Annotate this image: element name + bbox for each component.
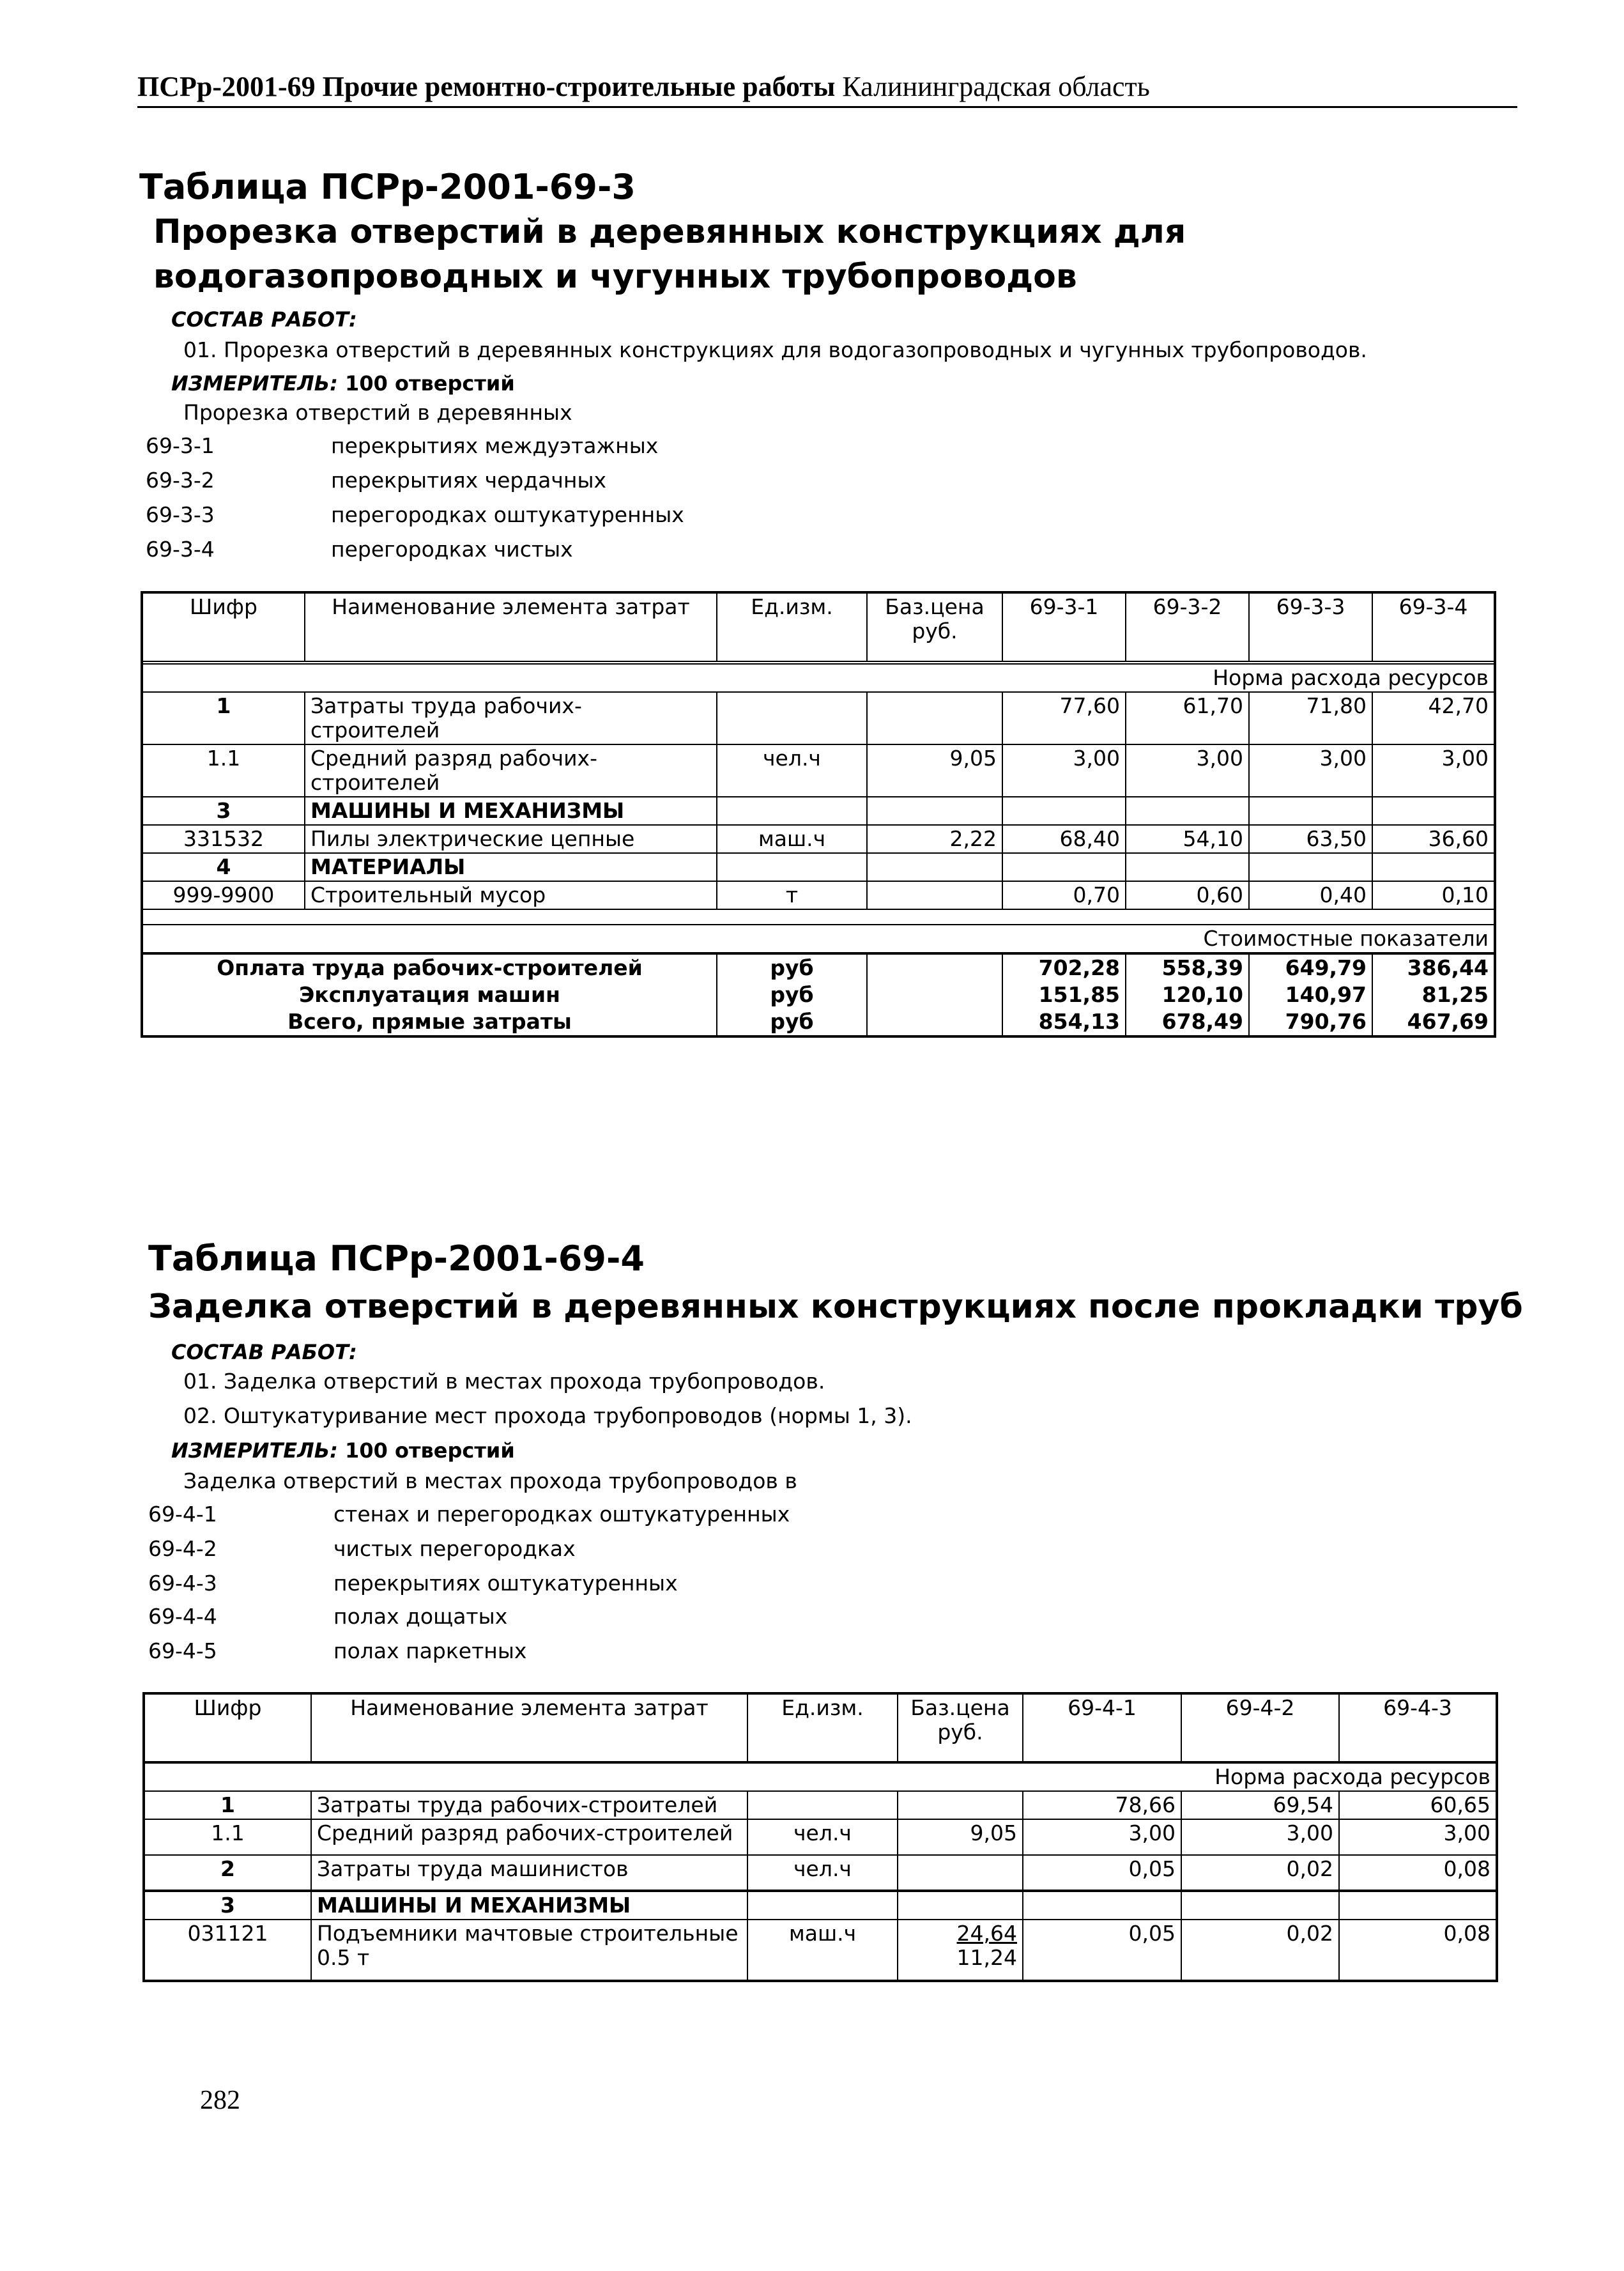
code-label: 69-3-4 xyxy=(146,537,215,562)
row-unit xyxy=(747,1791,898,1819)
col-header-69-4-2: 69-4-2 xyxy=(1181,1693,1339,1762)
row-code: 1.1 xyxy=(142,744,305,797)
table4-intro: Заделка отверстий в местах прохода трубопроводов в xyxy=(183,1468,797,1493)
row-code: 3 xyxy=(144,1891,311,1920)
table-row xyxy=(142,825,1495,853)
row-price xyxy=(898,1855,1023,1891)
code-description: перегородках оштукатуренных xyxy=(331,502,684,527)
row-code: 4 xyxy=(142,853,305,881)
row-name-line1: Подъемники мачтовые строительные xyxy=(317,1921,739,1946)
total-label: Эксплуатация машин xyxy=(142,982,717,1008)
code-label: 69-4-1 xyxy=(148,1502,217,1527)
table3-measure xyxy=(171,371,515,396)
row-name: Затраты труда рабочих-строителей xyxy=(305,692,717,744)
total-price xyxy=(867,982,1002,1008)
price-line2: 11,24 xyxy=(956,1945,1017,1970)
table-row xyxy=(144,1920,1497,1981)
total-value: 81,25 xyxy=(1372,982,1495,1008)
row-code: 3 xyxy=(142,797,305,825)
row-code: 2 xyxy=(144,1855,311,1891)
row-value: 0,10 xyxy=(1372,881,1495,909)
row-unit xyxy=(717,692,867,744)
total-unit: руб xyxy=(717,982,867,1008)
code-label: 69-4-3 xyxy=(148,1571,217,1596)
row-value: 3,00 xyxy=(1023,1819,1181,1855)
code-description: перекрытиях междуэтажных xyxy=(331,433,659,458)
table4-header-row xyxy=(144,1693,1497,1762)
row-price xyxy=(898,1791,1023,1819)
row-price: 9,05 xyxy=(867,744,1002,797)
table4-subtitle: Заделка отверстий в деревянных конструкциях после прокладки труб xyxy=(148,1288,1523,1326)
total-value: 790,76 xyxy=(1249,1008,1372,1036)
code-description: перекрытиях чердачных xyxy=(331,468,607,493)
row-name: Затраты труда рабочих-строителей xyxy=(311,1791,747,1819)
col-header-69-3-1: 69-3-1 xyxy=(1002,592,1126,661)
total-value: 151,85 xyxy=(1002,982,1126,1008)
row-value: 3,00 xyxy=(1126,744,1249,797)
code-description: перегородках чистых xyxy=(331,537,573,562)
col-header-name: Наименование элемента затрат xyxy=(311,1693,747,1762)
table-row xyxy=(142,881,1495,909)
row-code: 1.1 xyxy=(144,1819,311,1855)
row-value: 3,00 xyxy=(1181,1819,1339,1855)
row-code: 1 xyxy=(142,692,305,744)
row-value: 3,00 xyxy=(1372,744,1495,797)
col-header-unit: Ед.изм. xyxy=(717,592,867,661)
total-value: 854,13 xyxy=(1002,1008,1126,1036)
row-value: 71,80 xyxy=(1249,692,1372,744)
norm-row xyxy=(144,1762,1497,1791)
row-value: 0,02 xyxy=(1181,1920,1339,1981)
code-label: 69-3-2 xyxy=(146,468,215,493)
total-value: 558,39 xyxy=(1126,953,1249,982)
code-description: полах дощатых xyxy=(333,1604,508,1629)
totals-row xyxy=(142,1008,1495,1036)
row-name: Пилы электрические цепные xyxy=(305,825,717,853)
table4-measure-value: 100 отверстий xyxy=(345,1438,515,1463)
row-name xyxy=(311,1920,747,1981)
col-header-cipher: Шифр xyxy=(144,1693,311,1762)
row-name-line1: Средний разряд рабочих- xyxy=(310,746,597,771)
table-row xyxy=(142,744,1495,797)
total-value: 678,49 xyxy=(1126,1008,1249,1036)
total-label: Оплата труда рабочих-строителей xyxy=(142,953,717,982)
table4-work-item-1: 01. Заделка отверстий в местах прохода трубопроводов. xyxy=(183,1369,825,1394)
price-header-line2: руб. xyxy=(937,1720,983,1744)
code-label: 69-4-4 xyxy=(148,1604,217,1629)
cost-row xyxy=(142,925,1495,953)
row-value: 0,05 xyxy=(1023,1920,1181,1981)
col-header-unit: Ед.изм. xyxy=(747,1693,898,1762)
col-header-price xyxy=(898,1693,1023,1762)
row-name: МАТЕРИАЛЫ xyxy=(305,853,717,881)
totals-row xyxy=(142,982,1495,1008)
row-unit: чел.ч xyxy=(747,1855,898,1891)
row-price: 2,22 xyxy=(867,825,1002,853)
table3-grid xyxy=(141,591,1496,1038)
total-unit: руб xyxy=(717,953,867,982)
row-value: 0,08 xyxy=(1339,1855,1497,1891)
row-code: 1 xyxy=(144,1791,311,1819)
table-row xyxy=(142,797,1495,825)
table4-measure xyxy=(171,1438,515,1463)
table4-title: Таблица ПСРр-2001-69-4 xyxy=(148,1238,645,1279)
row-value: 0,40 xyxy=(1249,881,1372,909)
col-header-cipher: Шифр xyxy=(142,592,305,661)
row-value: 61,70 xyxy=(1126,692,1249,744)
col-header-69-3-4: 69-3-4 xyxy=(1372,592,1495,661)
table4-measure-label: ИЗМЕРИТЕЛЬ: xyxy=(171,1438,338,1463)
table-row xyxy=(144,1819,1497,1855)
col-header-69-3-2: 69-3-2 xyxy=(1126,592,1249,661)
row-value: 0,60 xyxy=(1126,881,1249,909)
row-value: 3,00 xyxy=(1002,744,1126,797)
row-unit: маш.ч xyxy=(747,1920,898,1981)
code-description: полах паркетных xyxy=(333,1638,527,1663)
row-value: 69,54 xyxy=(1181,1791,1339,1819)
page-number: 282 xyxy=(200,2086,240,2115)
row-value: 78,66 xyxy=(1023,1791,1181,1819)
row-name: Затраты труда машинистов xyxy=(311,1855,747,1891)
table3-subtitle-line1: Прорезка отверстий в деревянных конструкциях для xyxy=(153,213,1186,251)
running-header xyxy=(137,69,1517,108)
row-value: 60,65 xyxy=(1339,1791,1497,1819)
header-code: ПСРр-2001-69 xyxy=(137,71,316,102)
row-price xyxy=(867,692,1002,744)
row-code: 999-9900 xyxy=(142,881,305,909)
table3-measure-value: 100 отверстий xyxy=(345,371,515,396)
row-name-line2: строителей xyxy=(310,770,440,795)
code-label: 69-3-1 xyxy=(146,433,215,458)
price-header-line1: Баз.цена xyxy=(885,594,984,619)
row-name: Средний разряд рабочих-строителей xyxy=(311,1819,747,1855)
price-header-line1: Баз.цена xyxy=(910,1695,1010,1720)
code-label: 69-3-3 xyxy=(146,502,215,527)
row-value: 77,60 xyxy=(1002,692,1126,744)
table4-work-label: СОСТАВ РАБОТ: xyxy=(171,1340,357,1364)
col-header-69-3-3: 69-3-3 xyxy=(1249,592,1372,661)
row-value: 0,08 xyxy=(1339,1920,1497,1981)
norm-label: Норма расхода ресурсов xyxy=(144,1762,1497,1791)
table3-work-item-1: 01. Прорезка отверстий в деревянных конструкциях для водогазопроводных и чугунных трубопроводов. xyxy=(183,337,1367,362)
table3-measure-label: ИЗМЕРИТЕЛЬ: xyxy=(171,371,338,396)
price-header-line2: руб. xyxy=(912,619,958,643)
cost-label: Стоимостные показатели xyxy=(142,925,1495,953)
code-description: перекрытиях оштукатуренных xyxy=(333,1571,678,1596)
row-name: Строительный мусор xyxy=(305,881,717,909)
row-price xyxy=(898,1920,1023,1981)
norm-row xyxy=(142,664,1495,692)
row-unit: чел.ч xyxy=(717,744,867,797)
total-value: 649,79 xyxy=(1249,953,1372,982)
row-value: 42,70 xyxy=(1372,692,1495,744)
row-value: 0,02 xyxy=(1181,1855,1339,1891)
table-row xyxy=(142,853,1495,881)
header-region: Калининградская область xyxy=(842,71,1150,102)
row-value: 0,70 xyxy=(1002,881,1126,909)
table-row xyxy=(144,1891,1497,1920)
col-header-price xyxy=(867,592,1002,661)
row-unit: чел.ч xyxy=(747,1819,898,1855)
row-unit: маш.ч xyxy=(717,825,867,853)
row-code: 331532 xyxy=(142,825,305,853)
total-value: 120,10 xyxy=(1126,982,1249,1008)
col-header-name: Наименование элемента затрат xyxy=(305,592,717,661)
code-description: чистых перегородках xyxy=(333,1536,576,1561)
table3-subtitle-line2: водогазопроводных и чугунных трубопроводов xyxy=(153,258,1077,296)
row-name: МАШИНЫ И МЕХАНИЗМЫ xyxy=(311,1891,747,1920)
code-label: 69-4-2 xyxy=(148,1536,217,1561)
table3-title: Таблица ПСРр-2001-69-3 xyxy=(139,167,636,207)
total-price xyxy=(867,1008,1002,1036)
total-price xyxy=(867,953,1002,982)
table4-grid xyxy=(142,1692,1498,1982)
total-value: 386,44 xyxy=(1372,953,1495,982)
col-header-69-4-3: 69-4-3 xyxy=(1339,1693,1497,1762)
norm-label: Норма расхода ресурсов xyxy=(142,664,1495,692)
row-value: 0,05 xyxy=(1023,1855,1181,1891)
totals-row xyxy=(142,953,1495,982)
row-unit: т xyxy=(717,881,867,909)
total-value: 702,28 xyxy=(1002,953,1126,982)
code-description: стенах и перегородках оштукатуренных xyxy=(333,1502,790,1527)
row-value: 36,60 xyxy=(1372,825,1495,853)
total-value: 467,69 xyxy=(1372,1008,1495,1036)
total-label: Всего, прямые затраты xyxy=(142,1008,717,1036)
row-code: 031121 xyxy=(144,1920,311,1981)
code-label: 69-4-5 xyxy=(148,1638,217,1663)
price-line1: 24,64 xyxy=(956,1921,1017,1946)
row-name-line2: 0.5 т xyxy=(317,1945,370,1970)
row-name xyxy=(305,744,717,797)
table3-header-row xyxy=(142,592,1495,661)
row-value: 68,40 xyxy=(1002,825,1126,853)
table-row xyxy=(142,692,1495,744)
header-title: Прочие ремонтно-строительные работы xyxy=(322,71,836,102)
row-value: 54,10 xyxy=(1126,825,1249,853)
table-row xyxy=(144,1855,1497,1891)
row-value: 3,00 xyxy=(1249,744,1372,797)
total-value: 140,97 xyxy=(1249,982,1372,1008)
row-name: МАШИНЫ И МЕХАНИЗМЫ xyxy=(305,797,717,825)
cost-gap xyxy=(142,909,1495,925)
row-price: 9,05 xyxy=(898,1819,1023,1855)
total-unit: руб xyxy=(717,1008,867,1036)
table3-intro: Прорезка отверстий в деревянных xyxy=(183,400,572,425)
table-row xyxy=(144,1791,1497,1819)
row-value: 3,00 xyxy=(1339,1819,1497,1855)
row-price xyxy=(867,881,1002,909)
table3-work-label: СОСТАВ РАБОТ: xyxy=(171,307,357,332)
col-header-69-4-1: 69-4-1 xyxy=(1023,1693,1181,1762)
table4-work-item-2: 02. Оштукатуривание мест прохода трубопроводов (нормы 1, 3). xyxy=(183,1403,912,1428)
row-value: 63,50 xyxy=(1249,825,1372,853)
